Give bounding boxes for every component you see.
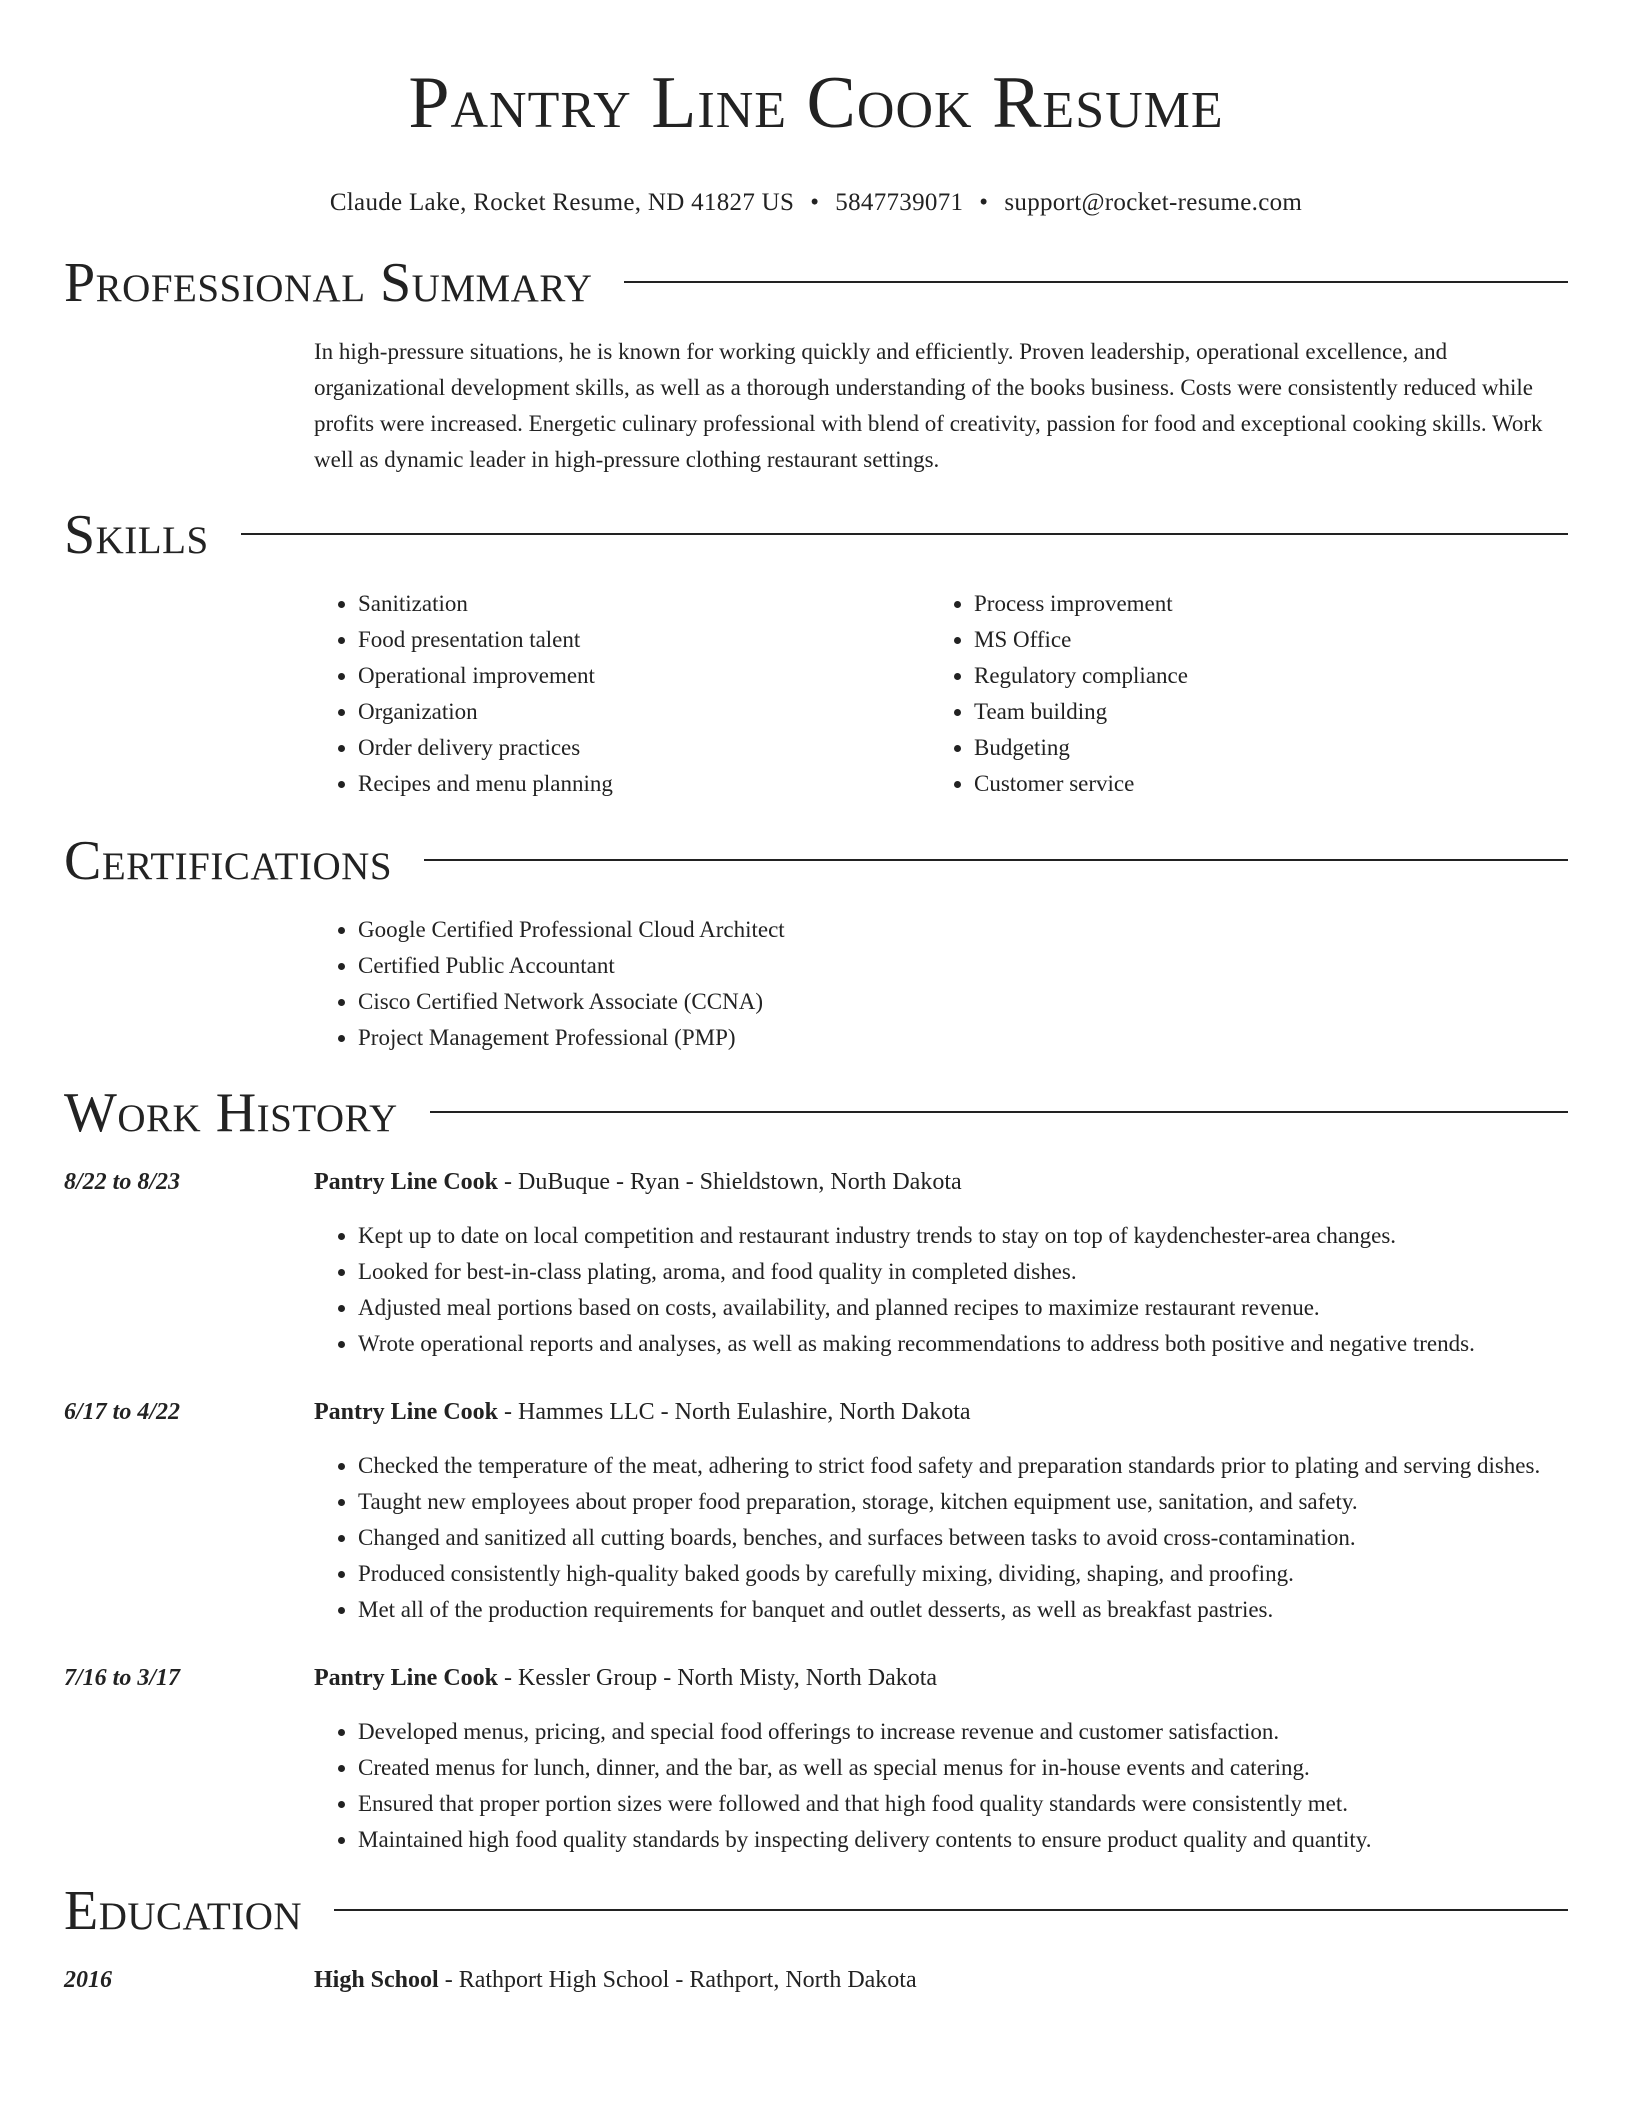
skills-grid	[314, 586, 1568, 802]
summary-text: In high-pressure situations, he is known for working quickly and efficiently. Proven leadership, operational excellence, and organizational development skills, as well as a thorough understanding of the books business. Costs were consistently reduced while profits were increased. Energetic culinary professional with blend of creativity, passion for food and exceptional cooking skills. Work well as dynamic leader in high-pressure clothing restaurant settings.	[314, 339, 1543, 472]
duty-item: • Produced consistently high-quality baked goods by carefully mixing, dividing, shaping, and proofing.	[358, 1556, 1568, 1592]
job-details: - Hammes LLC - North Eulashire, North Dakota	[498, 1399, 971, 1425]
duty-item: • Wrote operational reports and analyses, as well as making recommendations to address both positive and negative trends.	[358, 1326, 1568, 1362]
skill-item: • Customer service	[974, 766, 1546, 802]
duty-item: • Developed menus, pricing, and special food offerings to increase revenue and customer satisfaction.	[358, 1714, 1568, 1750]
job-body	[314, 1164, 1568, 1362]
certification-item: • Certified Public Accountant	[358, 948, 1568, 984]
certifications-header	[64, 826, 1568, 896]
job-body	[314, 1394, 1568, 1628]
duty-item: • Taught new employees about proper food preparation, storage, kitchen equipment use, sanitation, and safety.	[358, 1484, 1568, 1520]
job-details: - DuBuque - Ryan - Shieldstown, North Dakota	[498, 1169, 962, 1195]
summary-section	[64, 248, 1568, 478]
job-heading	[314, 1394, 1568, 1430]
education-header	[64, 1876, 1568, 1946]
duty-item: • Checked the temperature of the meat, adhering to strict food safety and preparation standards prior to plating and serving dishes.	[358, 1448, 1568, 1484]
job-entry	[64, 1660, 1568, 1858]
section-divider	[334, 1909, 1568, 1911]
certifications-body	[314, 912, 1568, 1056]
work-history-heading: Work History	[64, 1082, 398, 1144]
duty-item: • Maintained high food quality standards by inspecting delivery contents to ensure product quality and quantity.	[358, 1822, 1568, 1858]
skills-heading: Skills	[64, 504, 209, 566]
certification-item: • Google Certified Professional Cloud Architect	[358, 912, 1568, 948]
education-body	[314, 1962, 1568, 1998]
section-divider	[241, 533, 1568, 535]
job-role: Pantry Line Cook	[314, 1665, 499, 1691]
duty-item: • Changed and sanitized all cutting boards, benches, and surfaces between tasks to avoid cross-contamination.	[358, 1520, 1568, 1556]
job-dates: 7/16 to 3/17	[64, 1665, 181, 1691]
job-role: Pantry Line Cook	[314, 1399, 499, 1425]
contact-email: support@rocket-resume.com	[1004, 189, 1303, 216]
skills-column-left	[314, 586, 930, 802]
job-dates: 6/17 to 4/22	[64, 1399, 181, 1425]
job-dates: 8/22 to 8/23	[64, 1169, 181, 1195]
education-details: - Rathport High School - Rathport, North Dakota	[438, 1967, 917, 1993]
summary-heading: Professional Summary	[64, 252, 593, 314]
job-body	[314, 1660, 1568, 1858]
duty-item: • Looked for best-in-class plating, aroma, and food quality in completed dishes.	[358, 1254, 1568, 1290]
work-history-header	[64, 1078, 1568, 1148]
job-entry	[64, 1394, 1568, 1628]
skill-item: • Sanitization	[358, 586, 930, 622]
contact-address: Claude Lake, Rocket Resume, ND 41827 US	[329, 189, 795, 216]
certifications-section	[64, 826, 1568, 1056]
certifications-list	[314, 912, 1568, 1056]
summary-header	[64, 248, 1568, 318]
job-entry	[64, 1164, 1568, 1362]
resume-title: Pantry Line Cook Resume	[408, 62, 1224, 144]
skills-column-right	[930, 586, 1546, 802]
skill-item: • Team building	[974, 694, 1546, 730]
contact-separator: •	[979, 189, 989, 216]
skill-item: • Process improvement	[974, 586, 1546, 622]
job-duties	[314, 1218, 1568, 1362]
duty-item: • Created menus for lunch, dinner, and the bar, as well as special menus for in-house events and catering.	[358, 1750, 1568, 1786]
skills-header	[64, 500, 1568, 570]
duty-item: • Met all of the production requirements for banquet and outlet desserts, as well as breakfast pastries.	[358, 1592, 1568, 1628]
skill-item: • Organization	[358, 694, 930, 730]
skills-list-right	[930, 586, 1546, 802]
job-duties	[314, 1448, 1568, 1628]
certification-item: • Cisco Certified Network Associate (CCNA)	[358, 984, 1568, 1020]
job-heading	[314, 1164, 1568, 1200]
skills-list-left	[314, 586, 930, 802]
certifications-heading: Certifications	[64, 830, 393, 892]
education-section	[64, 1876, 1568, 1998]
skill-item: • MS Office	[974, 622, 1546, 658]
skill-item: • Regulatory compliance	[974, 658, 1546, 694]
section-divider	[430, 1111, 1568, 1113]
job-duties	[314, 1714, 1568, 1858]
skill-item: • Operational improvement	[358, 658, 930, 694]
education-degree: High School	[314, 1967, 439, 1993]
skill-item: • Budgeting	[974, 730, 1546, 766]
contact-line	[64, 188, 1568, 218]
contact-separator: •	[810, 189, 820, 216]
contact-phone: 5847739071	[835, 189, 964, 216]
duty-item: • Adjusted meal portions based on costs, availability, and planned recipes to maximize restaurant revenue.	[358, 1290, 1568, 1326]
job-details: - Kessler Group - North Misty, North Dakota	[498, 1665, 938, 1691]
education-entry	[64, 1962, 1568, 1998]
job-role: Pantry Line Cook	[314, 1169, 499, 1195]
duty-item: • Kept up to date on local competition and restaurant industry trends to stay on top of kaydenchester-area changes.	[358, 1218, 1568, 1254]
education-date: 2016	[64, 1967, 112, 1993]
certification-item: • Project Management Professional (PMP)	[358, 1020, 1568, 1056]
section-divider	[424, 859, 1568, 861]
job-heading	[314, 1660, 1568, 1696]
skill-item: • Order delivery practices	[358, 730, 930, 766]
education-heading: Education	[64, 1880, 303, 1942]
skill-item: • Recipes and menu planning	[358, 766, 930, 802]
section-divider	[624, 281, 1568, 283]
skills-section	[64, 500, 1568, 802]
skill-item: • Food presentation talent	[358, 622, 930, 658]
duty-item: • Ensured that proper portion sizes were followed and that high food quality standards were consistently met.	[358, 1786, 1568, 1822]
education-heading-line	[314, 1962, 1568, 1998]
work-history-section	[64, 1078, 1568, 1858]
